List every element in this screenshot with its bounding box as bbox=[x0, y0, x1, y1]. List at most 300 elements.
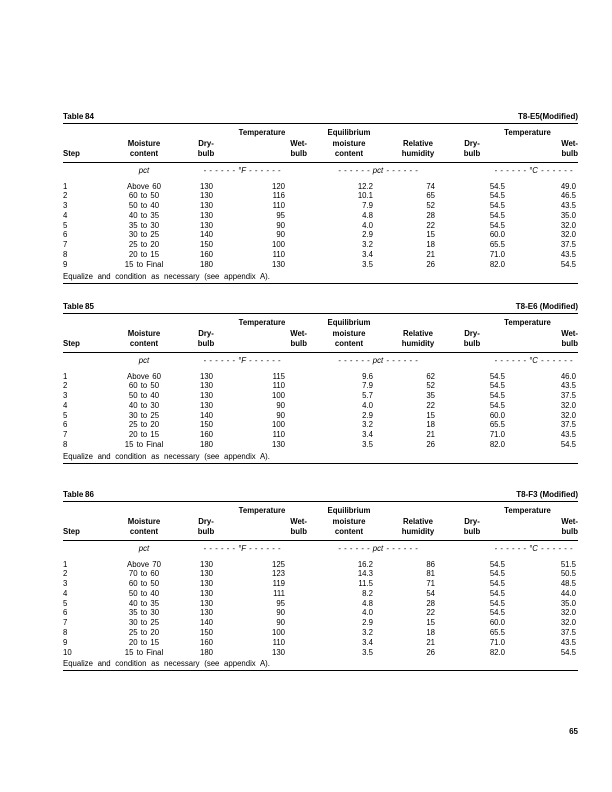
table-cell: 37.5 bbox=[560, 420, 576, 430]
table-cell: 180 bbox=[199, 259, 213, 269]
col-header-moisture-line2: content bbox=[129, 527, 159, 536]
table-cell: 86 bbox=[426, 559, 435, 569]
table-cell: 35 to 30 bbox=[128, 608, 160, 618]
table-cell: 40 to 30 bbox=[128, 400, 160, 410]
table-cell: 15 bbox=[426, 410, 435, 420]
col-header-wet-c-line1: Wet- bbox=[561, 516, 578, 526]
table-cell: 54.5 bbox=[489, 559, 505, 569]
table-cell: 60.0 bbox=[489, 410, 505, 420]
table-cell: 130 bbox=[271, 647, 285, 657]
table-cell: 100 bbox=[271, 240, 285, 250]
table-cell: 50 to 40 bbox=[128, 391, 160, 401]
table-cell: 81 bbox=[426, 569, 435, 579]
table-cell: 115 bbox=[272, 371, 285, 381]
table-cell: 44.0 bbox=[560, 588, 576, 598]
table-cell: 20 to 15 bbox=[128, 250, 160, 260]
table-cell: 160 bbox=[199, 250, 213, 260]
table-cell: 52 bbox=[426, 201, 435, 211]
table-cell: 62 bbox=[426, 371, 435, 381]
table-cell: 37.5 bbox=[560, 391, 576, 401]
col-header-wet-f-line2: bulb bbox=[290, 527, 307, 536]
table-block bbox=[63, 108, 578, 284]
table-caption bbox=[63, 486, 578, 501]
table-cell: 10 bbox=[63, 647, 72, 657]
table-bottom-rule bbox=[63, 283, 578, 284]
table-cell: Above 60 bbox=[127, 181, 161, 191]
units-fahrenheit: - - - - - - °F - - - - - - bbox=[203, 355, 281, 365]
table-cell: 54.5 bbox=[560, 259, 576, 269]
table-cell: 15 to Final bbox=[124, 259, 164, 269]
table-cell: 26 bbox=[426, 440, 435, 450]
table-cell: 2.9 bbox=[362, 230, 373, 240]
table-cell: 21 bbox=[426, 430, 435, 440]
table-cell: 18 bbox=[426, 628, 435, 638]
table-cell: 50 to 40 bbox=[128, 201, 160, 211]
units-celsius: - - - - - - °C - - - - - - bbox=[494, 355, 573, 365]
col-header-step: Step bbox=[63, 149, 80, 158]
table-cell: 54.5 bbox=[489, 400, 505, 410]
table-cell: 54.5 bbox=[489, 201, 505, 211]
table-cell: 60 to 50 bbox=[128, 381, 160, 391]
table-cell: 140 bbox=[199, 410, 213, 420]
col-header-wet-c-line2: bulb bbox=[561, 527, 578, 536]
table-cell: 6 bbox=[63, 420, 68, 430]
table-cell: 46.5 bbox=[560, 191, 576, 201]
table-cell: 43.5 bbox=[560, 201, 576, 211]
col-header-emc-line1: Equilibrium bbox=[327, 318, 371, 327]
table-cell: 90 bbox=[276, 220, 285, 230]
table-cell: 32.0 bbox=[560, 618, 576, 628]
table-cell: 9 bbox=[63, 259, 68, 269]
table-cell: 123 bbox=[271, 569, 285, 579]
col-header-dry-c-line2: bulb bbox=[463, 149, 481, 158]
table-cell: 25 to 20 bbox=[128, 628, 160, 638]
table-cell: 28 bbox=[426, 210, 435, 220]
table-cell: 71.0 bbox=[489, 430, 505, 440]
table-cell: 54 bbox=[426, 588, 435, 598]
table-caption bbox=[63, 298, 578, 313]
table-cell: 54.5 bbox=[489, 220, 505, 230]
table-cell: 125 bbox=[271, 559, 285, 569]
col-group-temperature-c: Temperature bbox=[504, 128, 551, 137]
table-cell: 32.0 bbox=[560, 220, 576, 230]
table-cell: 15 to Final bbox=[124, 647, 164, 657]
table-cell: 7.9 bbox=[362, 201, 373, 211]
table-cell: 3.2 bbox=[362, 628, 373, 638]
table-cell: 110 bbox=[272, 201, 285, 211]
col-header-rh-line2: humidity bbox=[401, 149, 435, 158]
col-header-wet-c-line1: Wet- bbox=[561, 328, 578, 338]
table-cell: 8 bbox=[63, 628, 68, 638]
table-cell: 35 to 30 bbox=[128, 220, 160, 230]
col-header-wet-c-line2: bulb bbox=[561, 339, 578, 348]
col-header-dry-f-line2: bulb bbox=[197, 527, 215, 536]
table-cell: 180 bbox=[199, 647, 213, 657]
table-block bbox=[63, 298, 578, 464]
table-cell: 54.5 bbox=[489, 569, 505, 579]
table-cell: 4.8 bbox=[362, 598, 373, 608]
table-cell: 3.5 bbox=[362, 647, 373, 657]
table-cell: 2 bbox=[63, 191, 68, 201]
table-cell: 5.7 bbox=[362, 391, 373, 401]
table-cell: 37.5 bbox=[560, 240, 576, 250]
table-cell: 4.8 bbox=[362, 210, 373, 220]
table-cell: 11.5 bbox=[358, 579, 373, 589]
table-cell: 28 bbox=[426, 598, 435, 608]
table-footnote: Equalize and condition as necessary (see appendix A). bbox=[63, 659, 270, 669]
table-cell: 71.0 bbox=[489, 637, 505, 647]
table-cell: 35 bbox=[426, 391, 435, 401]
units-celsius: - - - - - - °C - - - - - - bbox=[494, 165, 573, 175]
table-cell: 14.3 bbox=[357, 569, 373, 579]
table-cell: 120 bbox=[271, 181, 285, 191]
table-cell: 130 bbox=[199, 381, 213, 391]
table-cell: 130 bbox=[199, 201, 213, 211]
table-cell: 2.9 bbox=[362, 618, 373, 628]
table-cell: 40 to 35 bbox=[128, 598, 160, 608]
col-header-wet-f-line1: Wet- bbox=[290, 138, 307, 148]
col-header-dry-f-line1: Dry- bbox=[198, 138, 214, 148]
col-header-wet-f-line2: bulb bbox=[290, 149, 307, 158]
table-caption bbox=[63, 108, 578, 123]
table-cell: 5 bbox=[63, 220, 68, 230]
units-moisture: pct bbox=[138, 355, 150, 365]
table-cell: 130 bbox=[199, 569, 213, 579]
col-header-emc-line3: content bbox=[334, 339, 364, 348]
table-cell: 18 bbox=[426, 240, 435, 250]
table-cell: 130 bbox=[199, 220, 213, 230]
table-cell: 4 bbox=[63, 400, 68, 410]
table-caption-label: Table 86 bbox=[63, 490, 94, 499]
table-cell: 43.5 bbox=[560, 430, 576, 440]
table-cell: 65.5 bbox=[489, 240, 505, 250]
table-bottom-rule bbox=[63, 463, 578, 464]
table-cell: 130 bbox=[199, 191, 213, 201]
col-header-moisture-line2: content bbox=[129, 149, 159, 158]
col-header-emc-line3: content bbox=[334, 527, 364, 536]
table-cell: 100 bbox=[271, 391, 285, 401]
table-cell: 60.0 bbox=[489, 618, 505, 628]
table-cell: 54.5 bbox=[489, 191, 505, 201]
table-cell: 130 bbox=[199, 559, 213, 569]
table-cell: 9.6 bbox=[362, 371, 373, 381]
col-header-dry-f-line1: Dry- bbox=[198, 328, 214, 338]
table-cell: 54.5 bbox=[489, 588, 505, 598]
col-header-moisture-line1: Moisture bbox=[127, 328, 161, 338]
table-cell: 95 bbox=[276, 598, 285, 608]
table-cell: 90 bbox=[276, 618, 285, 628]
table-cell: 1 bbox=[63, 559, 68, 569]
table-cell: 3 bbox=[63, 201, 68, 211]
page-number: 65 bbox=[569, 727, 578, 736]
table-cell: 100 bbox=[271, 628, 285, 638]
col-header-moisture-line2: content bbox=[129, 339, 159, 348]
table-cell: 130 bbox=[199, 588, 213, 598]
table-cell: 54.5 bbox=[489, 210, 505, 220]
table-cell: 110 bbox=[272, 430, 285, 440]
table-cell: 43.5 bbox=[560, 250, 576, 260]
table-cell: 130 bbox=[199, 210, 213, 220]
table-cell: 43.5 bbox=[560, 637, 576, 647]
col-header-rh-line1: Relative bbox=[403, 516, 433, 526]
col-header-wet-c-line1: Wet- bbox=[561, 138, 578, 148]
table-cell: 52 bbox=[426, 381, 435, 391]
col-header-dry-c-line1: Dry- bbox=[464, 516, 480, 526]
units-fahrenheit: - - - - - - °F - - - - - - bbox=[203, 165, 281, 175]
table-cell: 1 bbox=[63, 371, 68, 381]
table-cell: 60 to 50 bbox=[128, 579, 160, 589]
col-header-dry-f-line2: bulb bbox=[197, 149, 215, 158]
table-grid bbox=[63, 502, 578, 657]
col-header-rh-line2: humidity bbox=[401, 339, 435, 348]
table-cell: 54.5 bbox=[489, 598, 505, 608]
table-cell: 65.5 bbox=[489, 420, 505, 430]
units-pct: - - - - - - pct - - - - - - bbox=[338, 543, 418, 553]
table-cell: 15 to Final bbox=[124, 440, 164, 450]
table-cell: 130 bbox=[199, 598, 213, 608]
col-header-wet-c-line2: bulb bbox=[561, 149, 578, 158]
table-cell: 150 bbox=[199, 240, 213, 250]
table-cell: Above 60 bbox=[127, 371, 161, 381]
table-caption-label: Table 85 bbox=[63, 302, 94, 311]
table-cell: 54.5 bbox=[489, 381, 505, 391]
table-caption-code: T8-F3 (Modified) bbox=[516, 490, 578, 499]
table-cell: 160 bbox=[199, 430, 213, 440]
table-cell: 32.0 bbox=[560, 400, 576, 410]
table-cell: 22 bbox=[426, 220, 435, 230]
table-cell: 3.4 bbox=[362, 637, 373, 647]
table-cell: 5 bbox=[63, 410, 68, 420]
table-cell: 4 bbox=[63, 588, 68, 598]
col-group-temperature-f: Temperature bbox=[238, 318, 286, 327]
table-caption-code: T8-E5(Modified) bbox=[518, 112, 578, 121]
table-cell: 2.9 bbox=[362, 410, 373, 420]
table-cell: 50.5 bbox=[560, 569, 576, 579]
table-cell: 9 bbox=[63, 637, 68, 647]
table-caption-code: T8-E6 (Modified) bbox=[515, 302, 578, 311]
table-cell: 95 bbox=[276, 210, 285, 220]
col-header-wet-f-line1: Wet- bbox=[290, 328, 307, 338]
table-cell: 7 bbox=[63, 240, 68, 250]
table-bottom-rule bbox=[63, 670, 578, 671]
col-header-dry-f-line1: Dry- bbox=[198, 516, 214, 526]
col-header-wet-f-line1: Wet- bbox=[290, 516, 307, 526]
col-header-emc-line2: moisture bbox=[332, 516, 366, 526]
col-header-emc-line1: Equilibrium bbox=[327, 128, 371, 137]
table-cell: 6 bbox=[63, 608, 68, 618]
table-cell: 111 bbox=[273, 588, 285, 598]
table-cell: 116 bbox=[272, 191, 285, 201]
col-header-moisture-line1: Moisture bbox=[127, 138, 161, 148]
table-cell: 130 bbox=[199, 181, 213, 191]
col-header-rh-line2: humidity bbox=[401, 527, 435, 536]
table-cell: 54.5 bbox=[489, 371, 505, 381]
table-cell: 26 bbox=[426, 259, 435, 269]
table-cell: 3 bbox=[63, 391, 68, 401]
col-header-rh-line1: Relative bbox=[403, 328, 433, 338]
col-header-moisture-line1: Moisture bbox=[127, 516, 161, 526]
table-cell: 37.5 bbox=[560, 628, 576, 638]
table-cell: 90 bbox=[276, 410, 285, 420]
table-cell: 71.0 bbox=[489, 250, 505, 260]
table-cell: 30 to 25 bbox=[128, 230, 160, 240]
col-group-temperature-f: Temperature bbox=[238, 128, 286, 137]
units-celsius: - - - - - - °C - - - - - - bbox=[494, 543, 573, 553]
table-cell: 2 bbox=[63, 381, 68, 391]
table-cell: 8 bbox=[63, 440, 68, 450]
table-cell: 90 bbox=[276, 400, 285, 410]
table-cell: 160 bbox=[199, 637, 213, 647]
table-cell: 3 bbox=[63, 579, 68, 589]
col-header-dry-c-line1: Dry- bbox=[464, 328, 480, 338]
table-cell: 32.0 bbox=[560, 230, 576, 240]
table-cell: 43.5 bbox=[560, 381, 576, 391]
table-cell: 90 bbox=[276, 230, 285, 240]
table-cell: 140 bbox=[199, 618, 213, 628]
table-cell: 7 bbox=[63, 430, 68, 440]
units-pct: - - - - - - pct - - - - - - bbox=[338, 165, 418, 175]
table-cell: 90 bbox=[276, 608, 285, 618]
table-cell: 54.5 bbox=[560, 647, 576, 657]
table-cell: 100 bbox=[271, 420, 285, 430]
col-group-temperature-c: Temperature bbox=[504, 506, 551, 515]
table-cell: 2 bbox=[63, 569, 68, 579]
table-cell: 60 to 50 bbox=[128, 191, 160, 201]
table-cell: 3.5 bbox=[362, 440, 373, 450]
table-cell: 32.0 bbox=[560, 410, 576, 420]
table-cell: 4.0 bbox=[362, 400, 373, 410]
units-moisture: pct bbox=[138, 165, 150, 175]
table-cell: 71 bbox=[426, 579, 435, 589]
table-cell: 48.5 bbox=[560, 579, 576, 589]
table-cell: 25 to 20 bbox=[128, 420, 160, 430]
table-cell: 150 bbox=[199, 420, 213, 430]
table-cell: 54.5 bbox=[489, 579, 505, 589]
table-cell: 3.5 bbox=[362, 259, 373, 269]
table-cell: 40 to 35 bbox=[128, 210, 160, 220]
table-cell: 54.5 bbox=[489, 608, 505, 618]
table-cell: 3.2 bbox=[362, 420, 373, 430]
table-cell: 6 bbox=[63, 230, 68, 240]
units-fahrenheit: - - - - - - °F - - - - - - bbox=[203, 543, 281, 553]
col-group-temperature-f: Temperature bbox=[238, 506, 286, 515]
table-cell: 3.4 bbox=[362, 430, 373, 440]
table-cell: 54.5 bbox=[489, 181, 505, 191]
table-cell: 12.2 bbox=[357, 181, 373, 191]
units-pct: - - - - - - pct - - - - - - bbox=[338, 355, 418, 365]
col-header-dry-f-line2: bulb bbox=[197, 339, 215, 348]
table-cell: 70 to 60 bbox=[128, 569, 160, 579]
table-caption-label: Table 84 bbox=[63, 112, 94, 121]
table-cell: 180 bbox=[199, 440, 213, 450]
table-cell: 110 bbox=[272, 250, 285, 260]
table-cell: 4.0 bbox=[362, 220, 373, 230]
table-cell: 10.1 bbox=[357, 191, 373, 201]
table-cell: 49.0 bbox=[560, 181, 576, 191]
table-cell: 82.0 bbox=[489, 259, 505, 269]
table-cell: 20 to 15 bbox=[128, 637, 160, 647]
table-cell: 4 bbox=[63, 210, 68, 220]
col-header-emc-line2: moisture bbox=[332, 328, 366, 338]
table-cell: 82.0 bbox=[489, 440, 505, 450]
table-cell: 130 bbox=[199, 400, 213, 410]
col-header-dry-c-line1: Dry- bbox=[464, 138, 480, 148]
table-footnote: Equalize and condition as necessary (see appendix A). bbox=[63, 271, 270, 281]
table-cell: 130 bbox=[271, 259, 285, 269]
table-cell: 110 bbox=[272, 637, 285, 647]
table-grid bbox=[63, 124, 578, 270]
table-cell: 7.9 bbox=[362, 381, 373, 391]
table-cell: 15 bbox=[426, 230, 435, 240]
table-cell: 5 bbox=[63, 598, 68, 608]
table-cell: 3.4 bbox=[362, 250, 373, 260]
table-cell: 16.2 bbox=[357, 559, 373, 569]
col-header-step: Step bbox=[63, 339, 80, 348]
col-header-dry-c-line2: bulb bbox=[463, 339, 481, 348]
table-cell: 7 bbox=[63, 618, 68, 628]
table-cell: 32.0 bbox=[560, 608, 576, 618]
table-cell: 46.0 bbox=[560, 371, 576, 381]
col-header-emc-line1: Equilibrium bbox=[327, 506, 371, 515]
table-cell: 15 bbox=[426, 618, 435, 628]
table-cell: 21 bbox=[426, 250, 435, 260]
table-cell: 30 to 25 bbox=[128, 410, 160, 420]
table-cell: 22 bbox=[426, 400, 435, 410]
table-cell: 30 to 25 bbox=[128, 618, 160, 628]
table-cell: 35.0 bbox=[560, 210, 576, 220]
table-cell: 35.0 bbox=[560, 598, 576, 608]
table-cell: 20 to 15 bbox=[128, 430, 160, 440]
table-cell: 25 to 20 bbox=[128, 240, 160, 250]
col-group-temperature-c: Temperature bbox=[504, 318, 551, 327]
table-cell: 54.5 bbox=[489, 391, 505, 401]
table-cell: Above 70 bbox=[127, 559, 161, 569]
col-header-step: Step bbox=[63, 527, 80, 536]
table-cell: 82.0 bbox=[489, 647, 505, 657]
table-cell: 8 bbox=[63, 250, 68, 260]
units-moisture: pct bbox=[138, 543, 150, 553]
table-footnote: Equalize and condition as necessary (see appendix A). bbox=[63, 451, 270, 461]
table-cell: 1 bbox=[63, 181, 68, 191]
col-header-wet-f-line2: bulb bbox=[290, 339, 307, 348]
table-cell: 21 bbox=[426, 637, 435, 647]
table-cell: 3.2 bbox=[362, 240, 373, 250]
table-cell: 130 bbox=[271, 440, 285, 450]
table-cell: 4.0 bbox=[362, 608, 373, 618]
table-cell: 140 bbox=[199, 230, 213, 240]
table-cell: 26 bbox=[426, 647, 435, 657]
table-cell: 130 bbox=[199, 579, 213, 589]
col-header-rh-line1: Relative bbox=[403, 138, 433, 148]
table-cell: 130 bbox=[199, 391, 213, 401]
table-cell: 150 bbox=[199, 628, 213, 638]
table-cell: 65 bbox=[426, 191, 435, 201]
col-header-emc-line3: content bbox=[334, 149, 364, 158]
table-block bbox=[63, 486, 578, 671]
table-cell: 54.5 bbox=[560, 440, 576, 450]
table-cell: 130 bbox=[199, 608, 213, 618]
col-header-emc-line2: moisture bbox=[332, 138, 366, 148]
table-cell: 74 bbox=[426, 181, 435, 191]
table-cell: 18 bbox=[426, 420, 435, 430]
table-cell: 130 bbox=[199, 371, 213, 381]
table-grid bbox=[63, 314, 578, 450]
table-cell: 65.5 bbox=[489, 628, 505, 638]
col-header-dry-c-line2: bulb bbox=[463, 527, 481, 536]
table-cell: 22 bbox=[426, 608, 435, 618]
table-cell: 8.2 bbox=[362, 588, 373, 598]
table-cell: 50 to 40 bbox=[128, 588, 160, 598]
